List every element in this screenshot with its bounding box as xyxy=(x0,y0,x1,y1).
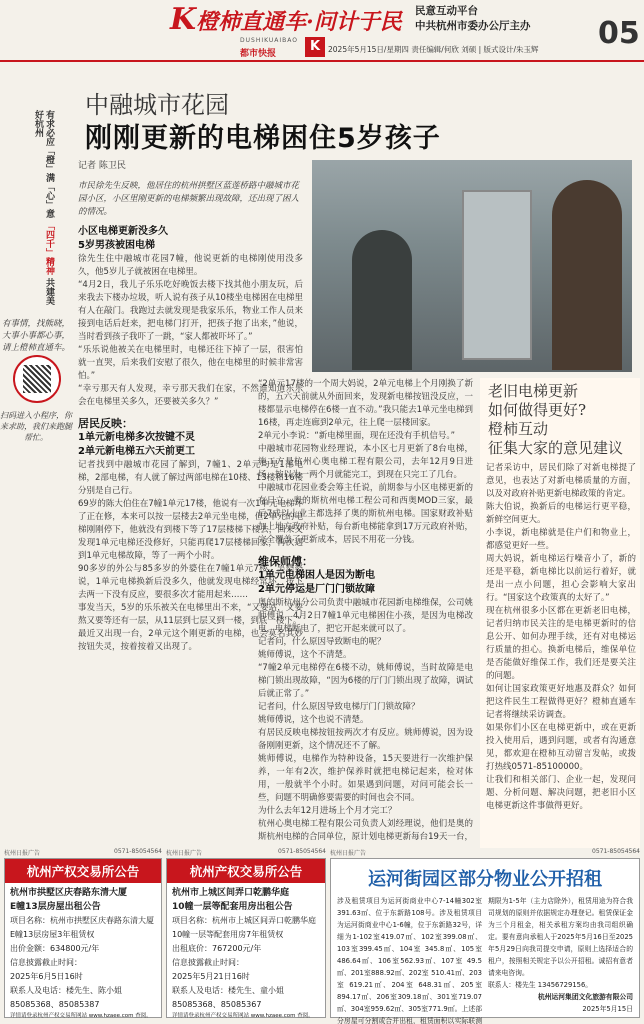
paragraph: 陈大伯说，换新后的电梯运行更平稳，新鲜空间更大。 xyxy=(486,502,636,525)
section2-subtitle-1: 1单元新电梯多次按键不灵 xyxy=(78,432,195,443)
paragraph: 2单元小李说：“新电梯里面，现在还没有手机信号。” xyxy=(258,431,455,441)
section3-subtitle-1: 1单元电梯困人是因为断电 xyxy=(258,570,375,581)
ad1-footer: 详情请登录杭州产权交易所网站 www.hzaee.com 查阅。 xyxy=(10,1013,152,1019)
ad1-line1: 杭州市拱墅区庆春路东清大厦 xyxy=(10,888,128,898)
sidebar-title-line2: 如何做得更好? xyxy=(488,401,587,419)
ad-property-1 xyxy=(4,858,162,1018)
paragraph: 周大妈说，新电梯运行噪音小了，新的还是平稳，新电梯比以前运行着好，就是出一点小问题，担心会影响大家出行。“国家这个政策真的太好了。” xyxy=(486,554,636,603)
slogan-part-1: 有求必应「橙」满「心」意 xyxy=(44,110,54,218)
section3-subtitle-2: 2单元停运是厂门门锁故障 xyxy=(258,584,375,595)
subtitle-line2: 中共杭州市委办公厅主办 xyxy=(415,20,531,32)
paragraph: 徐先生住中融城市花园7幢，他说更新的电梯刚使用没多久，他5岁儿子就被困在电梯里。 xyxy=(78,254,303,277)
ad-tag-2: 杭州日报广告 0571-85054564 xyxy=(166,848,326,857)
ad2-footer: 详情请登录杭州产权交易所网站 www.hzaee.com 查阅。 xyxy=(172,1013,314,1019)
sidebar-subtitle xyxy=(488,420,638,458)
article-headline: 刚刚更新的电梯困住5岁孩子 xyxy=(85,123,441,154)
section2-subtitle-2: 2单元新电梯五六天前更工 xyxy=(78,446,195,457)
sidebar-title-line1: 老旧电梯更新 xyxy=(488,382,579,400)
slogan-red: 「四千」精神 xyxy=(44,221,54,276)
ad2-line1: 杭州市上城区间弄口乾鹏华庭 xyxy=(172,888,290,898)
slogan-part-2: 共建美好杭州 xyxy=(33,110,54,306)
vertical-slogan xyxy=(33,110,54,310)
paragraph: 让我们和相关部门、企业一起，发现问题、分析问题、解决问题，把老旧小区电梯更新这件事做得更好。 xyxy=(486,775,636,811)
ad3-company: 杭州运河集团文化旅游有限公司 xyxy=(537,993,633,1001)
ad1-item: 项目名称：杭州市拱墅区庆春路东清大厦E幢13层房屋3年租赁权 xyxy=(10,916,154,939)
paragraph: 记者找到中融城市花园了解到，7幢1、2单元均是1部电梯，2部电梯，有人就了解过两部电梯在10楼、13楼和16楼分别是自己行。 xyxy=(78,460,303,496)
ad-property-2 xyxy=(166,858,326,1018)
section1-title: 小区电梯更新没多久 xyxy=(78,226,168,237)
paragraph: “幸亏那天有人发现，幸亏那天我们在家，不然谁知道乐乐会在电梯里关多久，还要被关多久？” xyxy=(78,384,303,407)
ad2-contact: 联系人及电话：楼先生、童小姐 xyxy=(172,986,284,995)
sidebar-title xyxy=(488,382,638,420)
subtitle-line1: 民意互动平台 xyxy=(415,5,478,17)
paper-english-name: DUSHIKUAIBAO xyxy=(240,37,298,44)
sidebar-title-line3: 橙柿互动 xyxy=(488,420,549,438)
section1-subtitle: 5岁男孩被困电梯 xyxy=(78,240,155,251)
ad2-line2: 10幢一层等配套用房出租公告 xyxy=(172,902,293,912)
k-logo-icon: K xyxy=(305,37,325,57)
ad1-line2: E幢13层房屋出租公告 xyxy=(10,902,101,912)
paragraph: 现在杭州很多小区都在更新老旧电梯，记者归纳市民关注的是电梯更新时的信息公开、如何办理手续，还有对电梯运行质量的担心。换新电梯后，维保单位是否能做好维保工作，我们还是要关注的问题。 xyxy=(486,606,636,681)
ad1-deadline: 2025年6月5日16时 xyxy=(10,972,83,981)
ad3-contact: 联系人：楼先生 13456729156。 xyxy=(488,981,593,989)
sidebar-title-line4: 征集大家的意见建议 xyxy=(488,439,624,457)
section2-title: 居民反映： xyxy=(78,417,133,430)
header-divider xyxy=(0,60,644,62)
page-number: 05 xyxy=(598,16,640,51)
ad2-phone: 85085368、85085367 xyxy=(172,1000,262,1009)
paragraph: 杭州心奥电梯工程有限公司负责人刘经理说，他们是奥的斯杭州电梯的合同单位，原计划电梯更新每台19天一台， xyxy=(258,819,473,842)
ad1-phone: 85085368、85085387 xyxy=(10,1000,100,1009)
article-lede: 市民徐先生反映，他居住的杭州拱墅区蓝莲桥路中融城市花园小区，小区里刚更新的电梯频繁出现故障，还出现了困人的情况。 xyxy=(78,181,300,217)
brand-logo: K橙柿直通车·问计于民 xyxy=(170,2,402,37)
ad1-price: 出价金额：634800元/年 xyxy=(10,944,100,953)
paragraph: “2单元17楼的一个周大妈说，2单元电梯上个月刚换了新的，五六天前就从外面回来，发现新电梯按钮没反应，一楼都显示电梯停在6楼一直不动。”我只能去1单元坐电梯到16楼，再走连廊到2单元，往上爬一层楼回家。 xyxy=(258,379,473,428)
paper-name: 都市快报 xyxy=(240,49,277,59)
scan-note: 扫码进入小程序，你来求助，我们来跑腿帮忙。 xyxy=(0,411,72,442)
ad-canal-rental xyxy=(330,858,640,1024)
news-photo xyxy=(312,160,632,372)
ad2-price: 出租底价：767200元/年 xyxy=(172,944,262,953)
paragraph: 姚师傅说，这个不清楚。 xyxy=(258,650,352,660)
ad-tag-1: 杭州日报广告 0571-85054564 xyxy=(4,848,162,857)
ad2-deadline-label: 信息披露截止时间： xyxy=(172,958,244,967)
qr-code-icon[interactable] xyxy=(13,355,61,403)
paragraph: 记者采访中，居民们除了对新电梯提了意见，也表达了对新电梯质量的方面，以及对政府补贴更新电梯政策的肯定。 xyxy=(486,463,636,499)
ad3-date: 2025年5月15日 xyxy=(582,1005,633,1013)
paragraph: 中融城市花园业委会筹主任说，前期参与小区电梯更新的有日立、奥的斯杭州电梯工程公司和西奥MOD三家，最后7成以上业主都选择了奥的斯杭州电梯。国家财政补贴加上地方政府补贴，每台新电梯能拿到17万元政府补贴，完全覆盖了更新成本，居民不用花一分钱。 xyxy=(258,483,473,545)
paragraph: “乐乐说他被关在电梯里时，电梯还往下掉了一层，很害怕就一直哭，后来我们安慰了很久，他在电梯里的时候非常害怕。” xyxy=(78,345,303,381)
paragraph: 如何让国家政策更好地惠及群众？如何把这件民生工程做得更好？橙柿直通车记者将继续采访调查。 xyxy=(486,684,636,720)
paragraph: “7幢2单元电梯停在6楼不动，姚师傅说，当时故障是电梯门锁出现故障，“因为6楼的厅门门锁出现了故障，调试后就正常了。” xyxy=(258,663,473,699)
paragraph: 事发当天，5岁的乐乐被关在电梯里出不来，“又要站，又要熬又要等还有一层，从11层到七层又到一楼，到底一楼下。” xyxy=(78,603,303,626)
article-column-2 xyxy=(258,378,473,843)
article-byline: 记者 陈卫民 xyxy=(78,161,126,171)
ad1-contact: 联系人及电话：楼先生、陈小姐 xyxy=(10,986,122,995)
paragraph: 姚师傅说，这个也说不清楚。 xyxy=(258,715,369,725)
ad2-title: 杭州产权交易所公告 xyxy=(167,859,325,883)
ad3-column-1: 涉及租赁项目为运河街商业中心7-14幢302室391.63㎡、位于东新路108号。涉及租赁项目为运河街商业中心1-6幢，位于东新路32号，详细为1-102室419.07㎡、102室399.08㎡、103室399.45㎡、104室 345.8㎡、105室486.64㎡、106室562.93㎡、107室 49.5㎡、201室888.92㎡、202室 510.41㎡、203室 619.21㎡、204室 648.31㎡、205室 894.17㎡、206室309.18㎡、301室719.07㎡、304室959.62㎡、305室771.9㎡。上述部分房屋可分割或合并出租，租赁面积以实际联测 xyxy=(337,897,482,1024)
ad-tag-3: 杭州日报广告 0571-85054564 xyxy=(330,848,640,857)
hotline-note: 有事情，找熊晓，大事小事都心事，请上橙柿直通车。 xyxy=(1,319,70,353)
ad2-item: 项目名称：杭州市上城区间弄口乾鹏华庭10幢一层等配套用房7年租赁权 xyxy=(172,916,316,939)
ad1-deadline-label: 信息披露截止时间： xyxy=(10,958,82,967)
paragraph: 中融城市花园物业经理说，本小区七月更新了8台电梯，施工方是杭州心奥电梯工程有限公司，去年12月9日进场，按以为一两个月就能完工，到现在只完工了几台。 xyxy=(258,444,473,480)
paragraph: 如果你们小区在电梯更新中，或在更新投入使用后，遇到问题，或者有沟通意见，都欢迎在橙柿互动留言发帖，或拨打热线0571-85100000。 xyxy=(486,723,636,772)
paragraph: 小李说，新电梯就是住户们和物业上，都感觉更好一些。 xyxy=(486,528,636,551)
paragraph: “4月2日，我儿子乐乐吃好晚饭去楼下找其他小朋友玩，后来我去下楼办垃圾，听人说有孩子从10楼坐电梯困在电梯里有人在敲门。我跑过去就发现是我家乐乐，物业工作人员来接到电话后赶来，把电梯门打开，把孩子抱了出来，”他说，当时看到孩子我吓了一跳，“家人都被吓坏了。” xyxy=(78,280,303,342)
paragraph: 90多岁的外公与85多岁的外婆住在7幢1单元7楼。吴婆婆说，1单元电梯换新后没多久，他就发现电梯经常坏，按下去两一下没有反应，要很多次才能用起来…… xyxy=(78,564,303,600)
paragraph: 为什么去年12月进场上个月才完工？ xyxy=(258,806,397,816)
paragraph: 有居民反映电梯按钮按两次才有反应。姚师傅说，因为设备刚刚更新，这个情况还不了解。 xyxy=(258,728,473,751)
ad1-title: 杭州产权交易所公告 xyxy=(5,859,161,883)
ad3-column-2: 期限为1-5年（主力店除外），租赁用途为符合我司规划的原则并依据规定办理登记。租赁保证金为三个月租金，相关承租方案均由我司组织确定。要有意向承租人于2025年5月16日至2025年5月29日向我司提交申请，原则上选择适合的租户，按照相关规定予以公开招租。诚招有意者请来电咨询。 xyxy=(488,897,633,977)
ad2-deadline: 2025年5月21日16时 xyxy=(172,972,250,981)
issue-meta: 2025年5月15日/星期四 责任编辑/何欣 刘硕 | 版式设计/朱玉辉 xyxy=(328,45,539,54)
paragraph: 69岁的陈大伯住在7幢1单元17楼，他说有一次1单元电梯坏了正在修，本来可以按一层楼去2单元坐电梯，但2单元的电梯刚刚停下，他就没有到楼下等了17层楼梯下楼去，回来又发现1单元电梯还没修好，只能再爬17层楼梯回家，再次遇到1单元电梯故障，等了一两个小时。 xyxy=(78,499,303,561)
paragraph: 奥的斯杭州分公司负责中融城市花园新电梯维保，公司姚师傅说，4月2日7幢1单元电梯困住小孩，是因为电梯改电，电梯断电了，把它开起来就可以了。 xyxy=(258,598,473,634)
ad3-title: 运河街园区部分物业公开招租 xyxy=(368,869,602,890)
paragraph: 最近又出现一台，2单元这个刚更新的电梯，也会莫名其妙按钮失灵，按着按着又出现了。 xyxy=(78,629,303,652)
article-kicker: 中融城市花园 xyxy=(85,91,229,119)
brand-subtitle xyxy=(415,4,545,34)
paragraph: 记者问，什么原因导致电梯厅门门锁故障？ xyxy=(258,702,420,712)
paragraph: 姚师傅说，电梯作为特种设备，15天要进行一次维护保养，一年有2次，维护保养时就把电梯记起来，检对体用，一般就半个小时。如果遇到问题，对问可能会长一些，问题不明确修要需要的时间也会不同。 xyxy=(258,754,473,803)
sidebar-body xyxy=(486,462,636,844)
paragraph: 记者问，什么原因导致断电的呢？ xyxy=(258,637,386,647)
section3-title: 维保师傅： xyxy=(258,555,313,568)
